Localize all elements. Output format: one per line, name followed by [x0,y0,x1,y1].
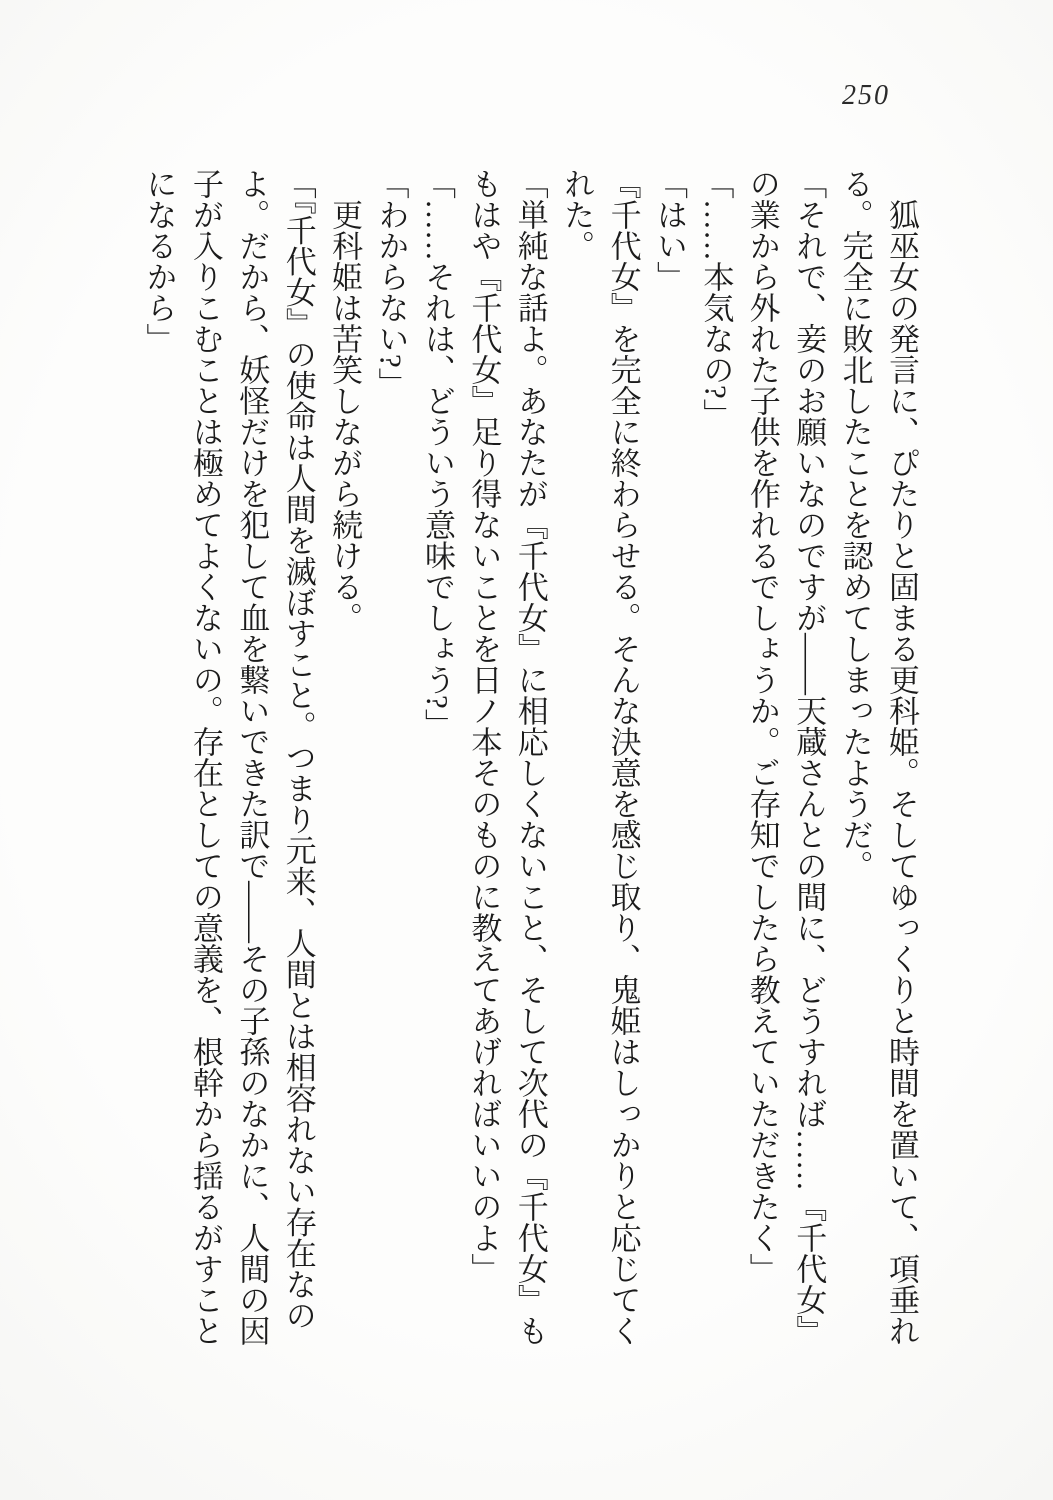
text-column: 「単純な話よ。あなたが『千代女』に相応しくないこと、そして次代の『千代女』も [512,168,548,1346]
text-column: 子が入りこむことは極めてよくないの。存在としての意義を、根幹から揺るがすこと [187,168,223,1346]
text-column: 『千代女』を完全に終わらせる。そんな決意を感じ取り、鬼姫はしっかりと応じてく [605,168,641,1346]
text-column: る。完全に敗北したことを認めてしまったようだ。 [837,168,873,881]
text-column: 「……本気なの?」 [698,168,734,430]
text-column: れた。 [559,168,595,261]
text-column: の業から外れた子供を作れるでしょうか。ご存知でしたら教えていただきたく」 [744,168,780,1284]
text-column: 「……それは、どういう意味でしょう?」 [419,168,455,740]
text-column: もはや『千代女』足り得ないことを日ノ本そのものに教えてあげればいいのよ」 [466,168,502,1284]
text-column: 更科姫は苦笑しながら続ける。 [327,199,363,633]
text-column: 狐巫女の発言に、ぴたりと固まる更科姫。そしてゆっくりと時間を置いて、項垂れ [884,199,919,1346]
text-column: 「それで、妾のお願いなのですが――天蔵さんとの間に、どうすれば……『千代女』 [791,168,827,1346]
page-number: 250 [842,80,890,111]
text-column: になるから」 [141,168,177,354]
text-column: 「わからない?」 [373,168,409,399]
text-column: よ。だから、妖怪だけを犯して血を繋いできた訳で――その子孫のなかに、人間の因 [234,168,270,1346]
text-column: 「『千代女』の使命は人間を滅ぼすこと。つまり元来、人間とは相容れない存在なの [280,168,316,1331]
text-column: 「はい」 [651,168,687,292]
page-text [135,168,924,1350]
